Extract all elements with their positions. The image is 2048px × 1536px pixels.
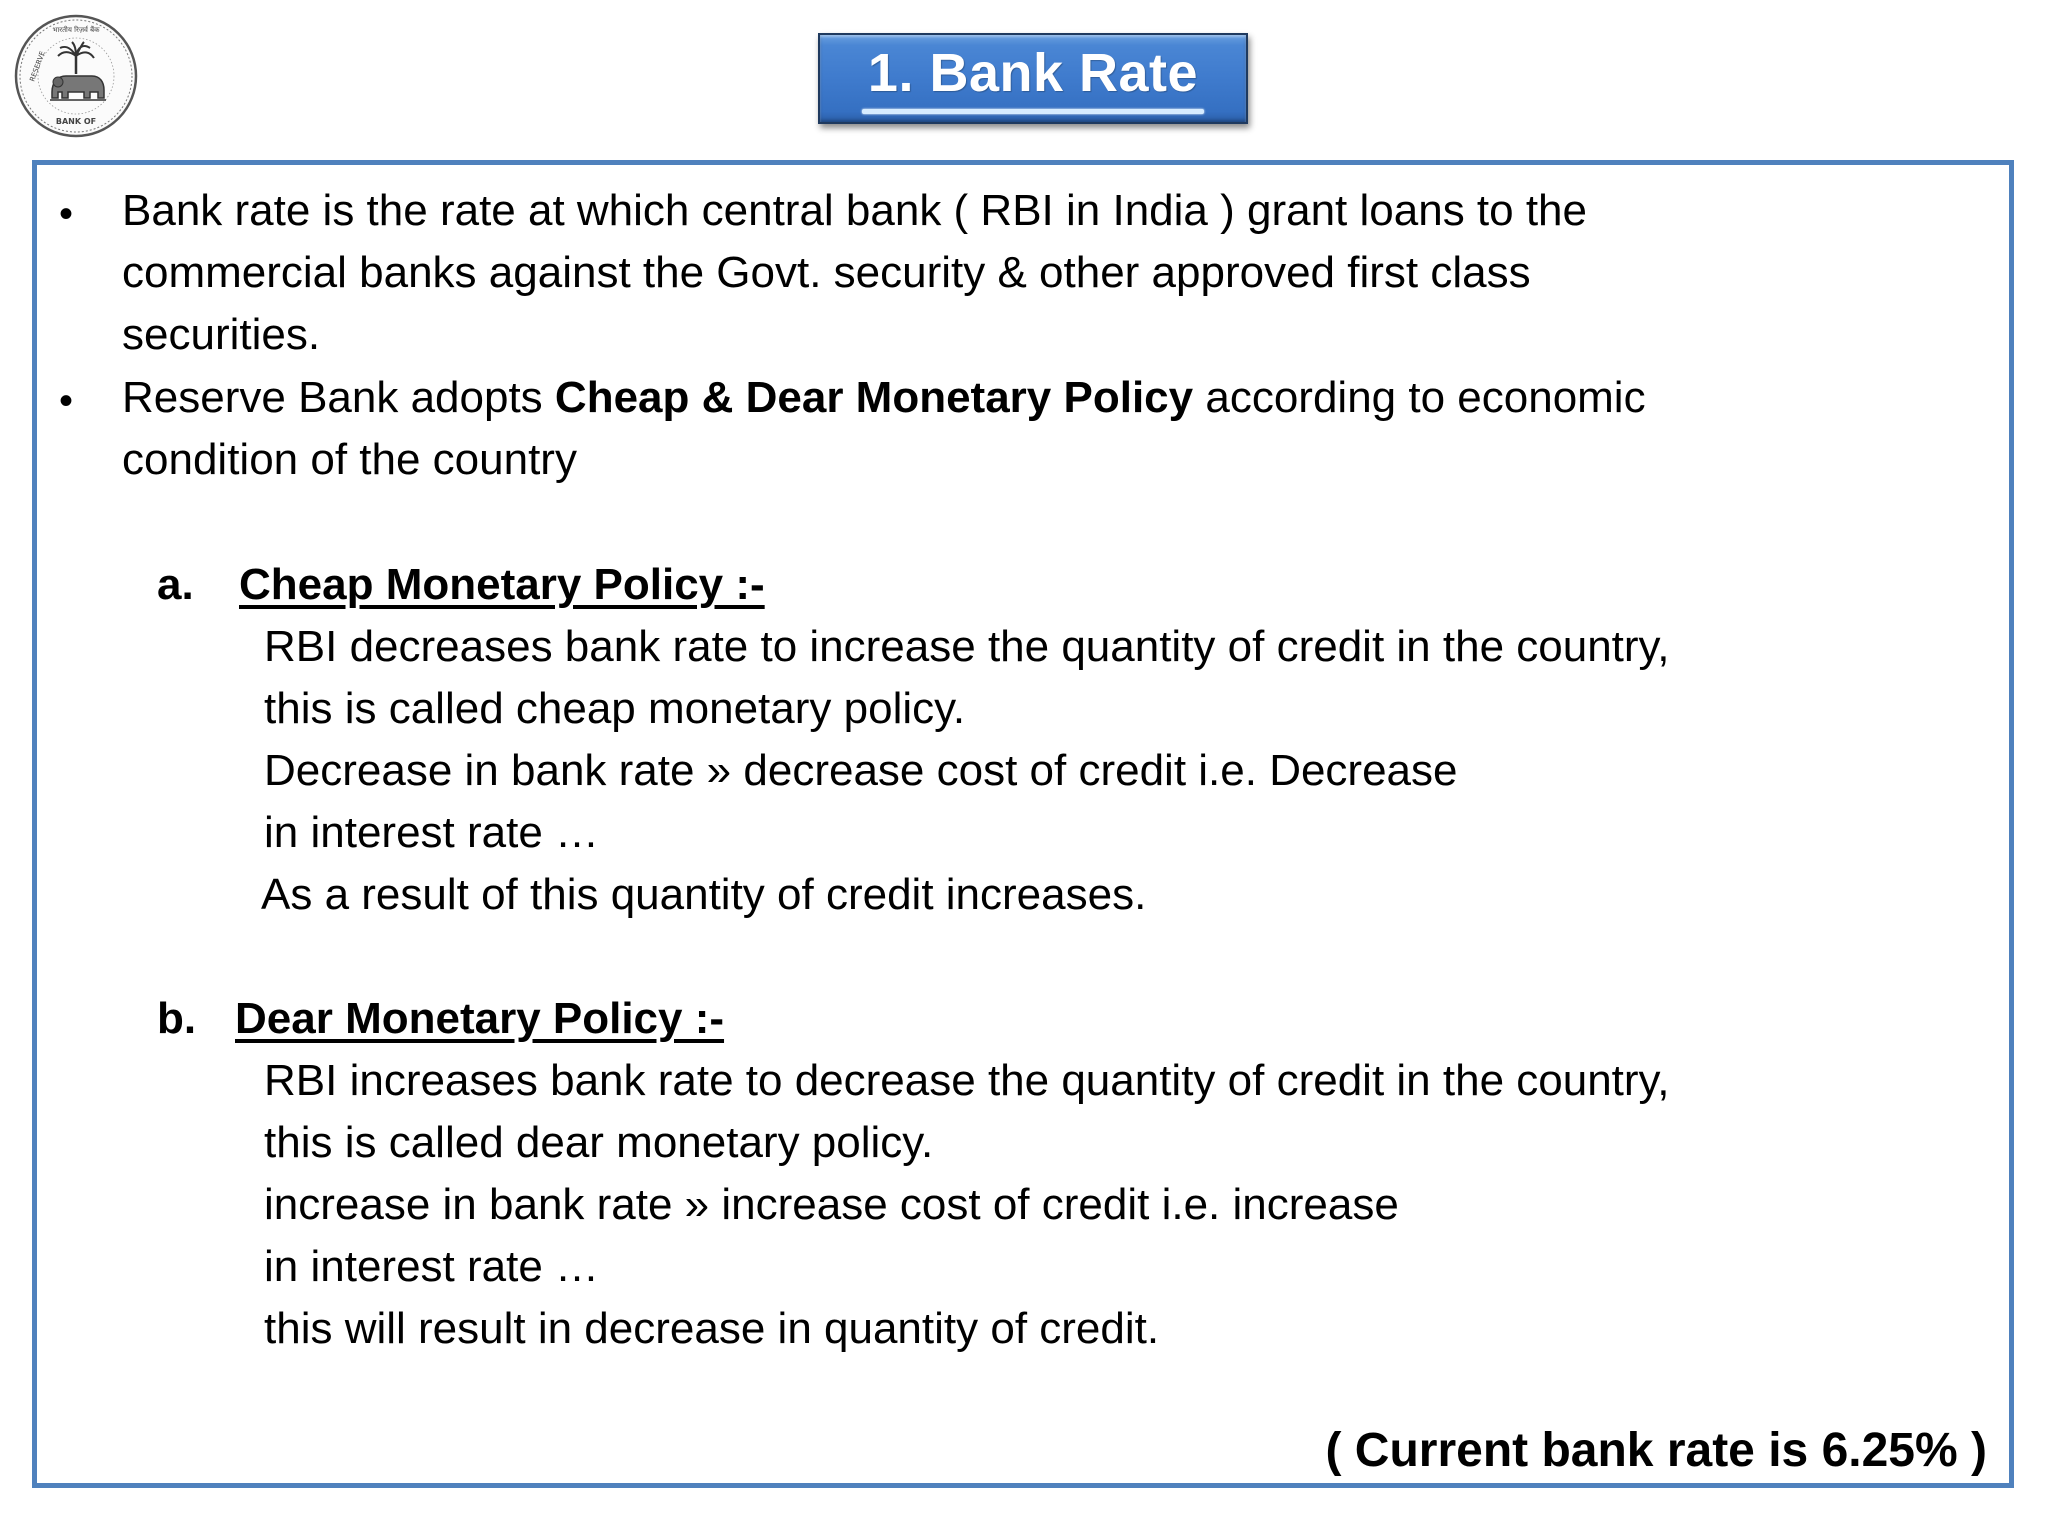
section-a-heading: Cheap Monetary Policy :- xyxy=(239,560,765,609)
bullet-2-line-1 xyxy=(122,373,1646,422)
rbi-logo xyxy=(12,12,140,140)
bullet-1-line-2: commercial banks against the Govt. security & other approved first class xyxy=(122,248,1531,297)
section-b-marker: b. xyxy=(157,994,197,1043)
svg-text:भारतीय रिज़र्व बैंक: भारतीय रिज़र्व बैंक xyxy=(52,26,100,34)
content-box xyxy=(32,160,2014,1488)
title-underline xyxy=(862,109,1204,114)
bullet-2-line-2: condition of the country xyxy=(122,435,577,484)
section-b-heading: Dear Monetary Policy :- xyxy=(235,994,725,1043)
rbi-seal-icon xyxy=(12,12,140,140)
section-b-line-5: this will result in decrease in quantity of credit. xyxy=(264,1304,1160,1353)
svg-text:RESERVE: RESERVE xyxy=(28,50,47,83)
section-a-line-5: As a result of this quantity of credit increases. xyxy=(261,870,1147,919)
section-a-line-2: this is called cheap monetary policy. xyxy=(264,684,966,733)
section-a-line-1: RBI decreases bank rate to increase the quantity of credit in the country, xyxy=(264,622,1670,671)
section-a-marker: a. xyxy=(157,560,194,609)
bullet-1-line-1: Bank rate is the rate at which central bank ( RBI in India ) grant loans to the xyxy=(122,186,1587,235)
section-a-line-3: Decrease in bank rate » decrease cost of credit i.e. Decrease xyxy=(264,746,1458,795)
section-a-line-4: in interest rate … xyxy=(264,808,600,857)
title-banner xyxy=(818,33,1248,124)
section-b-line-2: this is called dear monetary policy. xyxy=(264,1118,934,1167)
bullet-dot-icon: • xyxy=(59,379,74,423)
section-b-line-1: RBI increases bank rate to decrease the quantity of credit in the country, xyxy=(264,1056,1670,1105)
current-bank-rate-note: ( Current bank rate is 6.25% ) xyxy=(1325,1424,1987,1477)
section-b-line-3: increase in bank rate » increase cost of credit i.e. increase xyxy=(264,1180,1399,1229)
bullet-2-prefix: Reserve Bank adopts xyxy=(122,373,555,422)
bullet-2-suffix: according to economic xyxy=(1193,373,1646,422)
svg-text:BANK OF: BANK OF xyxy=(55,117,97,126)
page-title xyxy=(867,42,1199,108)
title-label: 1. Bank Rate xyxy=(867,42,1199,103)
bullet-dot-icon: • xyxy=(59,192,74,236)
bullet-1-line-3: securities. xyxy=(122,310,321,359)
section-b-line-4: in interest rate … xyxy=(264,1242,600,1291)
bullet-2-bold-phrase: Cheap & Dear Monetary Policy xyxy=(554,373,1194,422)
